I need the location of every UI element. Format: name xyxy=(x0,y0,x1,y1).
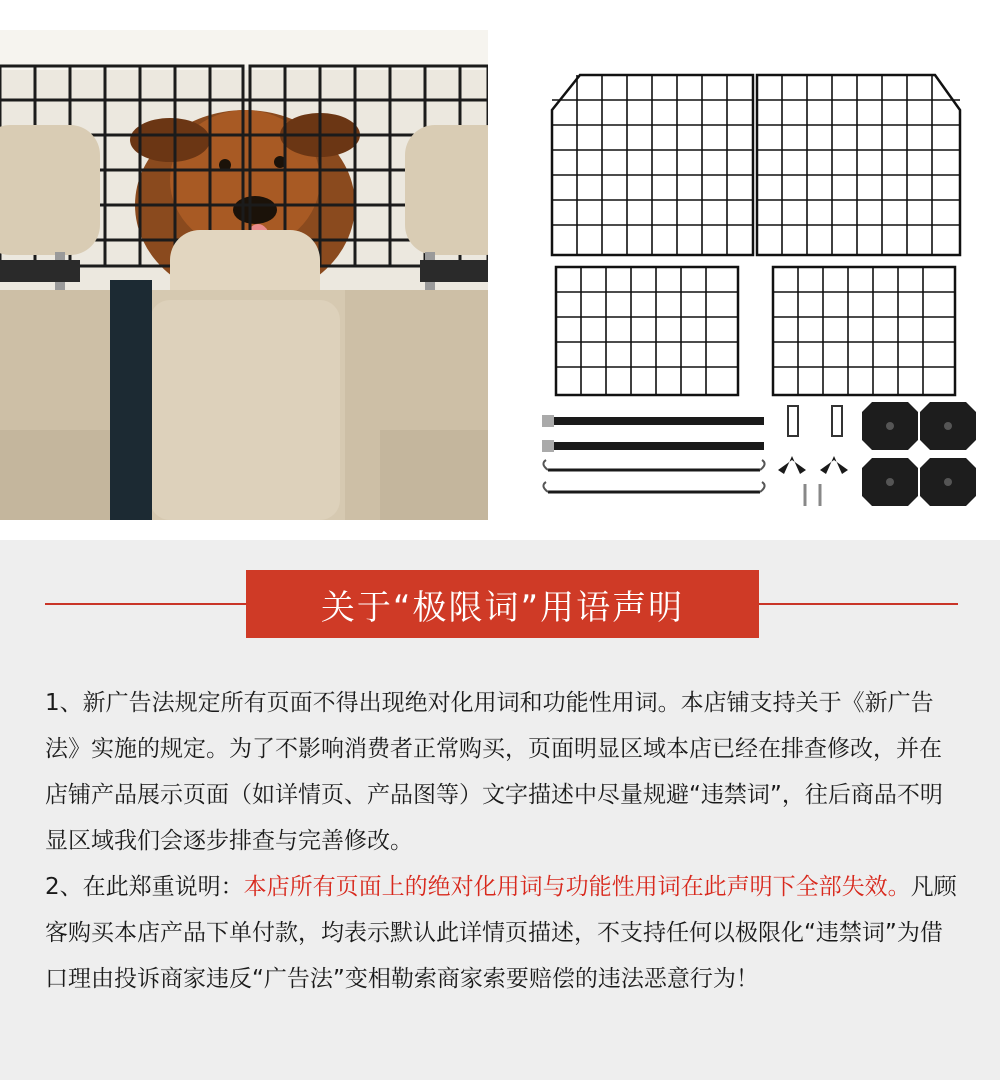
paragraph-2-rest: 凡顾客购买本店产品下单付款，均表示默认此详情页描述，不支持任何以极限化“违禁词”为借口理由投诉商家违反“广告法”变相勒索商家索要赔偿的违法恶意行为！ xyxy=(45,874,957,992)
statement-paragraph-1: 1、新广告法规定所有页面不得出现绝对化用词和功能性用词。本店铺支持关于《新广告法》实施的规定。为了不影响消费者正常购买，页面明显区域本店已经在排查修改，并在店铺产品展示页面（如详情页、产品图等）文字描述中尽量规避“违禁词”，往后商品不明显区域我们会逐步排查与完善修改。 xyxy=(45,690,943,854)
paragraph-2-highlight: 本店所有页面上的绝对化用词与功能性用词在此声明下全部失效。 xyxy=(243,874,911,900)
statement-body xyxy=(45,680,960,1002)
title-divider-left xyxy=(45,603,250,605)
statement-paragraph-2 xyxy=(45,864,960,1002)
statement-title: 关于“极限词”用语声明 xyxy=(246,570,759,638)
paragraph-2-prefix: 2、在此郑重说明： xyxy=(45,874,244,900)
barrier-parts-illustration xyxy=(520,60,990,520)
dog-barrier-photo xyxy=(0,30,488,520)
title-divider-right xyxy=(755,603,958,605)
